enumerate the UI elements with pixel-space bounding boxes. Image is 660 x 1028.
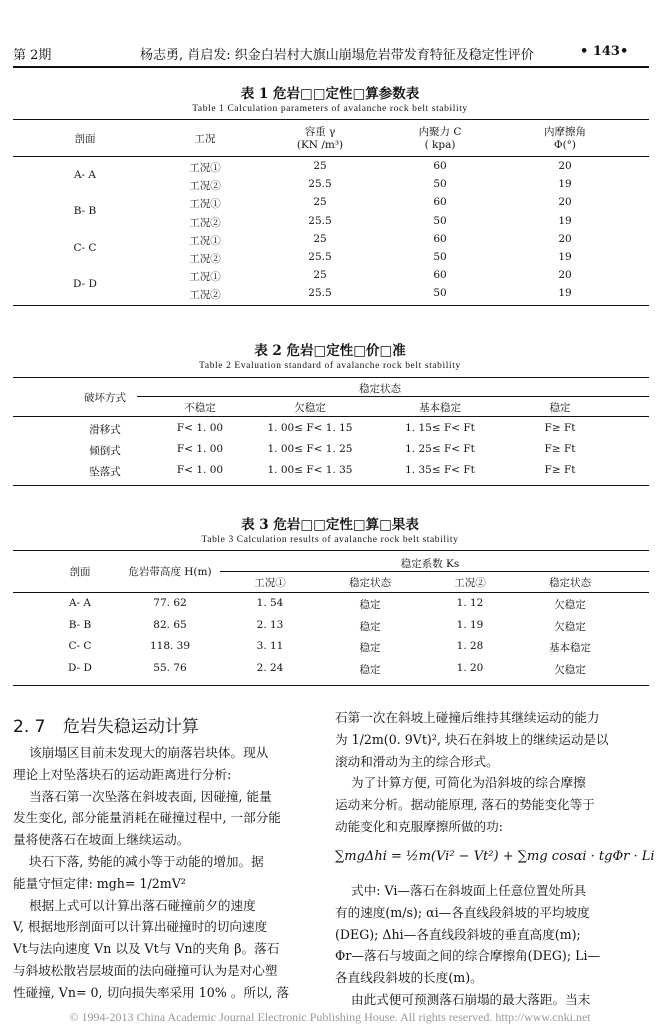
table3-header-rule — [13, 592, 649, 593]
table-row-label: A- A — [68, 597, 92, 609]
table-cell: 工况② — [189, 289, 221, 302]
section-number: 2. 7 — [13, 717, 46, 737]
table-cell: 工况② — [189, 253, 221, 265]
page-number: • 143• — [580, 44, 629, 59]
table-cell: 工况① — [189, 271, 221, 284]
table2-bottom-rule — [13, 485, 649, 486]
table3-top-rule — [13, 550, 649, 551]
table-cell: 25 — [313, 196, 327, 209]
table2-group-rule — [137, 396, 649, 397]
paragraph-line: 能量守恒定律: mgh= 1/2mV² — [13, 875, 186, 891]
table-cell: 60 — [433, 196, 447, 209]
table-cell: 欠稳定 — [554, 663, 586, 676]
table-cell: 1. 00≤ F< 1. 15 — [267, 422, 353, 434]
copyright-footer: © 1994-2013 China Academic Journal Electronic Publishing House. All rights reserved. http://www.cnki.net — [69, 1010, 591, 1024]
table-cell: 稳定 — [359, 620, 381, 633]
table-cell: 25 — [313, 232, 327, 245]
equation: ∑mgΔhi = ½m(Vi² − Vt²) + ∑mg cosαi · tgΦr · Li — [335, 849, 655, 864]
table-cell: 60 — [433, 160, 447, 172]
table-cell: F≥ Ft — [544, 443, 576, 455]
table1-top-rule — [13, 119, 649, 120]
table3-caption-en: Table 3 Calculation results of avalanche rock belt stability — [201, 535, 459, 545]
paragraph-line: 根据上式可以计算出落石碰撞前夕的速度 — [13, 897, 256, 913]
table1-header-condition: 工况 — [194, 133, 216, 145]
table3-header-stability-coef: 稳定系数 Ks — [400, 558, 460, 570]
table-cell: 19 — [558, 251, 572, 263]
paragraph-line: 发生变化, 部分能量消耗在碰撞过程中, 一部分能 — [13, 810, 281, 826]
section-title: 危岩失稳运动计算 — [62, 717, 199, 737]
paragraph-line: 由此式便可预测落石崩塌的最大落距。当末 — [335, 992, 591, 1007]
table2-sub-basically-stable: 基本稳定 — [419, 402, 461, 414]
paragraph-line: 理论上对坠落块石的运动距离进行分析: — [13, 766, 232, 782]
paragraph-line: 有的速度(m/s); αi—各直线段斜坡的平均坡度 — [335, 904, 590, 920]
paragraph-line: 当落石第一次坠落在斜坡表面, 因碰撞, 能量 — [13, 788, 272, 804]
table-cell: 50 — [433, 178, 447, 191]
paragraph-line: Φr—落石与坡面之间的综合摩擦角(DEG); Li— — [335, 948, 601, 964]
table1-header-rule — [13, 156, 649, 157]
table-cell: 20 — [558, 196, 572, 209]
table-row-label: 滑移式 — [89, 424, 121, 436]
table2-header-stability-state: 稳定状态 — [359, 383, 401, 395]
paragraph-line: 滚动和滑动为主的综合形式。 — [335, 753, 499, 769]
table-cell: 欠稳定 — [554, 620, 586, 633]
paragraph-line: 石第一次在斜坡上碰撞后维持其继续运动的能力 — [335, 710, 600, 725]
table-cell: 77. 62 — [153, 597, 187, 609]
running-title: 杨志勇, 肖启发: 织金白岩村大旗山崩塌危岩带发育特征及稳定性评价 — [140, 48, 534, 63]
table-cell: 1. 12 — [456, 597, 484, 609]
table-cell: 25.5 — [308, 214, 332, 227]
table-cell: 50 — [433, 214, 447, 227]
table-cell: 稳定 — [359, 642, 381, 654]
table-cell: F≥ Ft — [544, 464, 576, 476]
table-cell: 工况② — [189, 216, 221, 229]
table1-caption-en: Table 1 Calculation parameters of avalanche rock belt stability — [192, 104, 468, 114]
paragraph-line: 块石下落, 势能的减小等于动能的增加。据 — [13, 854, 264, 869]
paragraph-line: 式中: Vi—落石在斜坡面上任意位置处所具 — [335, 883, 587, 898]
table-cell: 50 — [433, 287, 447, 300]
table1-header-friction-unit: Φ(°) — [553, 139, 577, 151]
paragraph-line: 运动来分析。据动能原理, 落石的势能变化等于 — [335, 797, 595, 813]
table-cell: 25 — [313, 269, 327, 282]
table-cell: 2. 24 — [256, 661, 284, 674]
table-cell: 1. 54 — [256, 597, 284, 609]
paragraph-line: (DEG); Δhi—各直线段斜坡的垂直高度(m); — [335, 926, 581, 942]
table3-sub-state2: 稳定状态 — [549, 577, 591, 589]
table-cell: 25.5 — [308, 251, 332, 263]
paragraph-line: 为 1/2m(0. 9Vt)², 块石在斜坡上的继续运动是以 — [335, 731, 609, 747]
issue-number: 第 2期 — [13, 48, 52, 63]
paragraph-line: V, 根据地形剖面可以计算出碰撞时的切向速度 — [13, 919, 268, 935]
table-cell: 稳定 — [359, 663, 381, 676]
table-cell: 工况② — [189, 180, 221, 193]
table2-caption-en: Table 2 Evaluation standard of avalanche rock belt stability — [199, 361, 461, 371]
section-heading — [13, 712, 199, 737]
table2-sub-unstable: 不稳定 — [184, 402, 216, 414]
table-cell: 25.5 — [308, 178, 332, 191]
table3-bottom-rule — [13, 685, 649, 686]
table-row-label: D- D — [68, 661, 92, 674]
paragraph-line: 动能变化和克服摩擦所做的功: — [335, 819, 503, 834]
table3-sub-state1: 稳定状态 — [349, 577, 391, 589]
table2-header-rule — [13, 416, 649, 417]
table1-header-unit-weight-unit: (KN /m³) — [296, 139, 344, 151]
table3-group-rule — [220, 571, 649, 572]
header-rule — [13, 66, 649, 68]
table-cell: 欠稳定 — [554, 599, 586, 611]
table-cell: 1. 15≤ F< Ft — [405, 422, 475, 434]
table-cell: 20 — [558, 269, 572, 282]
table-cell: 20 — [558, 232, 572, 245]
table2-sub-understable: 欠稳定 — [294, 402, 326, 414]
table-cell: 50 — [433, 251, 447, 263]
table-cell: 工况① — [189, 162, 221, 174]
table-cell: 20 — [558, 160, 572, 172]
table-row-label: B- B — [68, 618, 92, 631]
table-cell: 1. 35≤ F< Ft — [405, 464, 475, 476]
paragraph-line: 与斜坡松散岩层坡面的法向碰撞可认为是对心塑 — [13, 963, 278, 978]
table-cell: 19 — [558, 178, 572, 191]
table-cell: 3. 11 — [256, 640, 284, 652]
table-cell: 19 — [558, 287, 572, 300]
table-cell: 稳定 — [359, 599, 381, 611]
table1-bottom-rule — [13, 305, 649, 306]
table-row-label: 坠落式 — [89, 466, 121, 478]
table1-header-unit-weight: 容重 γ — [304, 126, 336, 138]
table-cell: 2. 13 — [256, 618, 284, 631]
table3-sub-case1: 工况① — [254, 577, 286, 589]
table-cell: 19 — [558, 214, 572, 227]
paragraph-line: 各直线段斜坡的长度(m)。 — [335, 970, 483, 986]
table-cell: 工况① — [189, 234, 221, 247]
table-cell: 1. 25≤ F< Ft — [405, 443, 475, 455]
table2-top-rule — [13, 377, 649, 378]
paragraph-line: 为了计算方便, 可简化为沿斜坡的综合摩擦 — [335, 775, 586, 791]
table-cell: 1. 19 — [456, 618, 484, 631]
table-cell: 1. 28 — [456, 640, 484, 652]
table-cell: 118. 39 — [149, 640, 191, 652]
table1-header-cohesion: 内聚力 C — [418, 126, 462, 138]
table1-header-friction: 内摩擦角 — [544, 126, 586, 138]
table2-caption-zh: 表 2 危岩□定性□价□准 — [254, 343, 406, 359]
table3-header-section: 剖面 — [69, 566, 91, 578]
paragraph-line: Vt与法向速度 Vn 以及 Vt与 Vn的夹角 β。落石 — [13, 941, 280, 957]
table-row-label: C- C — [73, 241, 97, 254]
table2-header-failure-mode: 破坏方式 — [84, 392, 126, 404]
table1-caption-zh: 表 1 危岩□□定性□算参数表 — [240, 86, 420, 102]
table-cell: 60 — [433, 269, 447, 282]
table-cell: 25 — [313, 160, 327, 172]
table1-header-cohesion-unit: ( kpa) — [424, 139, 456, 151]
table1-header-section: 剖面 — [74, 133, 96, 145]
table2-sub-stable: 稳定 — [549, 402, 571, 414]
table-cell: F≥ Ft — [544, 422, 576, 434]
table-cell: F< 1. 00 — [176, 443, 224, 455]
table-cell: 1. 20 — [456, 661, 484, 674]
table-cell: 25.5 — [308, 287, 332, 300]
table-row-label: B- B — [73, 205, 97, 218]
table-cell: 60 — [433, 232, 447, 245]
table3-header-height: 危岩带高度 H(m) — [128, 566, 212, 578]
table3-caption-zh: 表 3 危岩□□定性□算□果表 — [241, 517, 419, 533]
table-cell: F< 1. 00 — [176, 422, 224, 434]
table3-sub-case2: 工况② — [454, 577, 486, 589]
table-cell: 基本稳定 — [549, 642, 591, 654]
table-row-label: D- D — [73, 278, 97, 291]
table-cell: 55. 76 — [153, 661, 187, 674]
table-cell: 1. 00≤ F< 1. 35 — [267, 464, 353, 476]
paragraph-line: 该崩塌区目前未发现大的崩落岩块体。现从 — [13, 745, 269, 760]
table-row-label: 倾倒式 — [89, 445, 121, 457]
paragraph-line: 量将使落石在坡面上继续运动。 — [13, 832, 190, 848]
table-row-label: A- A — [73, 169, 97, 181]
paragraph-line: 性碰撞, Vn= 0, 切向损失率采用 10% 。所以, 落 — [13, 984, 290, 1000]
table-cell: F< 1. 00 — [176, 464, 224, 476]
table-cell: 1. 00≤ F< 1. 25 — [267, 443, 353, 455]
table-row-label: C- C — [68, 640, 92, 652]
table-cell: 工况① — [189, 198, 221, 211]
table-cell: 82. 65 — [153, 618, 187, 631]
